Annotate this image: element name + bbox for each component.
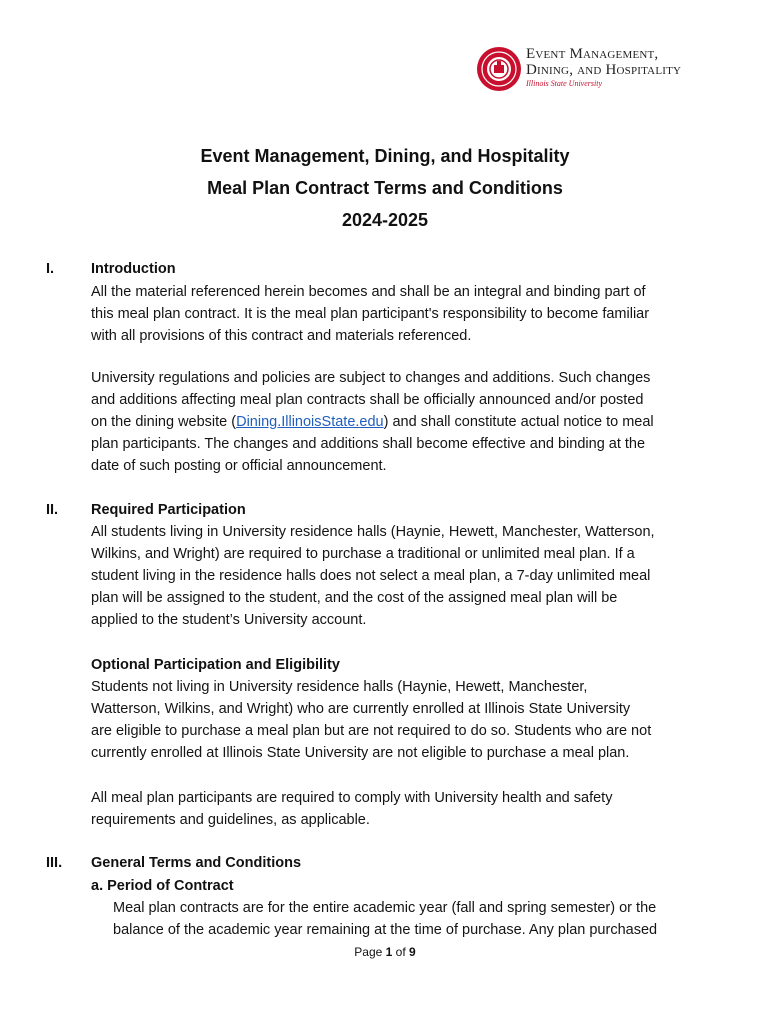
current-page-number: 1 — [385, 945, 393, 959]
intro-paragraph-1: All the material referenced herein becomes and shall be an integral and binding part of this meal plan contract. It is the meal plan participant's responsibility to become familiar with all provisions of this contract and materials referenced. — [91, 284, 650, 344]
logo-title-line2: Dining, and Hospitality — [526, 62, 682, 78]
dining-website-link[interactable]: Dining.IllinoisState.edu — [236, 414, 384, 430]
logo-subtitle: Illinois State University — [526, 79, 602, 88]
required-paragraph: All students living in University residence halls (Haynie, Hewett, Manchester, Watterson, Wilkins, and Wright) are required to purchase a traditional or unlimited meal plan. If a student living in the residence halls does not select a meal plan, a 7-day unlimited meal plan will be assigned to the student, and the cost of the assigned meal plan will be applied to the student’s University account. — [91, 524, 655, 628]
section-numeral-3: III. — [46, 855, 63, 871]
section-heading-introduction: Introduction — [91, 261, 176, 277]
section-numeral-2: II. — [46, 502, 59, 518]
intro-paragraph-2: University regulations and policies are subject to changes and additions. Such changes and additions affecting meal plan contracts shall be officially announced and/or posted on the dining website (Dining.IllinoisState.edu) and shall constitute actual notice to meal plan participants. The changes and additions shall become effective and binding at the date of such posting or official announcement. — [91, 370, 654, 474]
health-safety-paragraph: All meal plan participants are required to comply with University health and safety requirements and guidelines, as applicable. — [91, 790, 613, 828]
title-line-2: Meal Plan Contract Terms and Conditions — [207, 178, 563, 198]
title-line-1: Event Management, Dining, and Hospitality — [200, 146, 570, 166]
optional-paragraph: Students not living in University residence halls (Haynie, Hewett, Manchester, Watterson, Wilkins, and Wright) who are currently enrolled at Illinois State University are eligible to purchase a meal plan but are not required to do so. Students who are not currently enrolled at Illinois State University are not eligible to purchase a meal plan. — [91, 679, 652, 761]
university-seal-icon — [476, 46, 522, 92]
emdh-logo — [476, 44, 736, 94]
document-title — [0, 140, 770, 236]
logo-title-line1: Event Management, — [526, 46, 659, 62]
title-line-3: 2024-2025 — [341, 210, 429, 230]
total-page-count: 9 — [409, 945, 416, 959]
section-heading-general-terms: General Terms and Conditions — [91, 855, 302, 871]
subheading-period-of-contract: a. Period of Contract — [91, 878, 234, 894]
section-numeral-1: I. — [46, 261, 55, 277]
period-of-contract-paragraph: Meal plan contracts are for the entire academic year (fall and spring semester) or the balance of the academic year remaining at the time of purchase. Any plan purchased — [113, 900, 658, 938]
page-number-footer: Page 1 of 9 — [354, 945, 416, 959]
subheading-optional-participation: Optional Participation and Eligibility — [91, 657, 340, 673]
section-heading-required-participation: Required Participation — [91, 502, 246, 518]
